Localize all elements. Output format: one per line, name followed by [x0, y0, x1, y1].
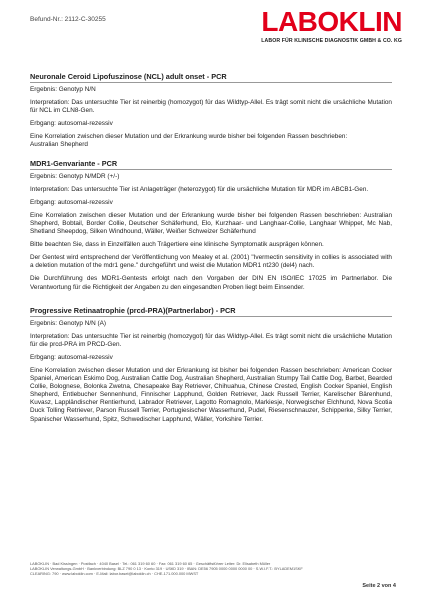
- section-divider: [30, 82, 392, 83]
- section-divider: [30, 316, 392, 317]
- korrelation: Eine Korrelation zwischen dieser Mutation und der Erkrankung wurde bisher bei folgenden Rassen beschrieben: Australian Shepherd, Bobtail, Border Collie, Deutscher Schäferhund, Elo, Kurzhaar- und Langhaar-Collie, Langhaar Whippet, Mc Nab, Shetland Sheepdog, Silken Windhound, Wäller, Weißer Schweizer Schäferhund: [30, 211, 392, 236]
- logo-wordmark: LABOKLIN: [261, 6, 402, 37]
- footer-line: LABOKLIN Verwaltungs-GmbH · Bankverbindung: BLZ 790 0 13 · Konto 319 · UStID 319 · IBAN: DE56 7905 0000 0000 0000 00 · S.W.I.F.T.: BYLADEM1SKF: [30, 566, 303, 571]
- note-gentest: Der Gentest wird entsprechend der Veröffentlichung von Mealey et al. (2001) "Ivermectin sensitivity in collies is associated with a deletion mutation of the mdr1 gene." durchgeführt und weist die Mutation MDR1 nt230 (del4) nach.: [30, 254, 392, 270]
- section-title: Progressive Retinaatrophie (prcd-PRA)(Partnerlabor) - PCR: [30, 305, 236, 315]
- erbgang: Erbgang: autosomal-rezessiv: [30, 353, 113, 361]
- section-title: Neuronale Ceroid Lipofuszinose (NCL) adult onset - PCR: [30, 72, 227, 81]
- footer-line: LABOKLIN · Bad Kissingen · Postfach · 4040 Basel · Tel.: 061 319 60 60 · Fax: 061 319 60 65 · Geschäftsführer Leiter: Dr. Elisabeth Müller: [30, 561, 271, 566]
- section-mdr1: [30, 159, 392, 292]
- befund-number: Befund-Nr.: 2112-C-30255: [30, 16, 106, 23]
- section-ncl: [30, 72, 392, 150]
- erbgang: Erbgang: autosomal-rezessiv: [30, 120, 113, 128]
- korrelation: Eine Korrelation zwischen dieser Mutation und der Erkrankung ist bisher bei folgenden Rassen beschrieben: American Cocker Spaniel, American Eskimo Dog, Australian Cattle Dog, Australian Shepherd, Australian Stumpy Tail Cattle Dog, Barbet, Bearded Collie, Bolognese, Bolonka Zwetna, Chesapeake Bay Retriever, Chihuahua, Chinese Crested, English Cocker Spaniel, English Shepherd, Entlebucher Sennenhund, Finnischer Lapphund, Golden Retriever, Jack Russell Terrier, Karelischer Bärenhund, Kuvasz, Lappländischer Rentierhund, Labrador Retriever, Lagotto Romagnolo, Markiesje, Norwegischer Elchhund, Nova Scotia Duck Tolling Retriever, Parson Russell Terrier, Portugiesischer Wasserhund, Pudel, Riesenschnauzer, Schipperke, Silky Terrier, Spanischer Wasserhund, Spitz, Schwedischer Lapphund, Wäller, Yorkshire Terrier.: [30, 366, 392, 423]
- section-prcd-pra: [30, 306, 392, 424]
- interpretation: Interpretation: Das untersuchte Tier ist Anlageträger (heterozygot) für die ursächliche Mutation für MDR im ABCB1-Gen.: [30, 185, 369, 193]
- section-divider: [30, 169, 392, 170]
- page-number: Seite 2 von 4: [362, 583, 396, 589]
- footer-line: CLEARING: 790 · www.laboklin.com · E-Mail: labor.basel@laboklin.ch · CHE-171.000.000 MWST: [30, 571, 199, 576]
- ergebnis: Ergebnis: Genotyp N/N: [30, 86, 96, 93]
- interpretation: Interpretation: Das untersuchte Tier ist reinerbig (homozygot) für das Wildtyp-Allel. Es trägt somit nicht die ursächliche Mutation für die prcd-PRA im PRCD-Gen.: [30, 332, 392, 348]
- logo-subtitle: LABOR FÜR KLINISCHE DIAGNOSTIK GMBH & CO. KG: [261, 38, 402, 44]
- erbgang: Erbgang: autosomal-rezessiv: [30, 198, 113, 206]
- interpretation: Interpretation: Das untersuchte Tier ist reinerbig (homozygot) für das Wildtyp-Allel. Es trägt somit nicht die ursächliche Mutation für NCL im CLN8-Gen.: [30, 99, 392, 115]
- ergebnis: Ergebnis: Genotyp N/MDR (+/-): [30, 172, 120, 180]
- report-content: [30, 72, 392, 433]
- laboklin-logo: [261, 8, 402, 44]
- note-din: Die Durchführung des MDR1-Gentests erfolgt nach den Vorgaben der DIN EN ISO/IEC 17025 im Partnerlabor. Die Verantwortung für die Richtigkeit der Angaben zu den eingesandten Proben liegt beim Einsender.: [30, 275, 392, 291]
- section-title: MDR1-Genvariante - PCR: [30, 158, 118, 168]
- page-footer: [30, 561, 395, 576]
- ergebnis: Ergebnis: Genotyp N/N (A): [30, 319, 107, 327]
- note-traegertiere: Bitte beachten Sie, dass in Einzelfällen auch Trägertiere eine klinische Symptomatik ausprägen können.: [30, 241, 324, 249]
- korrelation: Eine Korrelation zwischen dieser Mutation und der Erkrankung wurde bisher bei folgenden Rassen beschrieben:: [30, 133, 348, 141]
- rassen: Australian Shepherd: [30, 141, 88, 149]
